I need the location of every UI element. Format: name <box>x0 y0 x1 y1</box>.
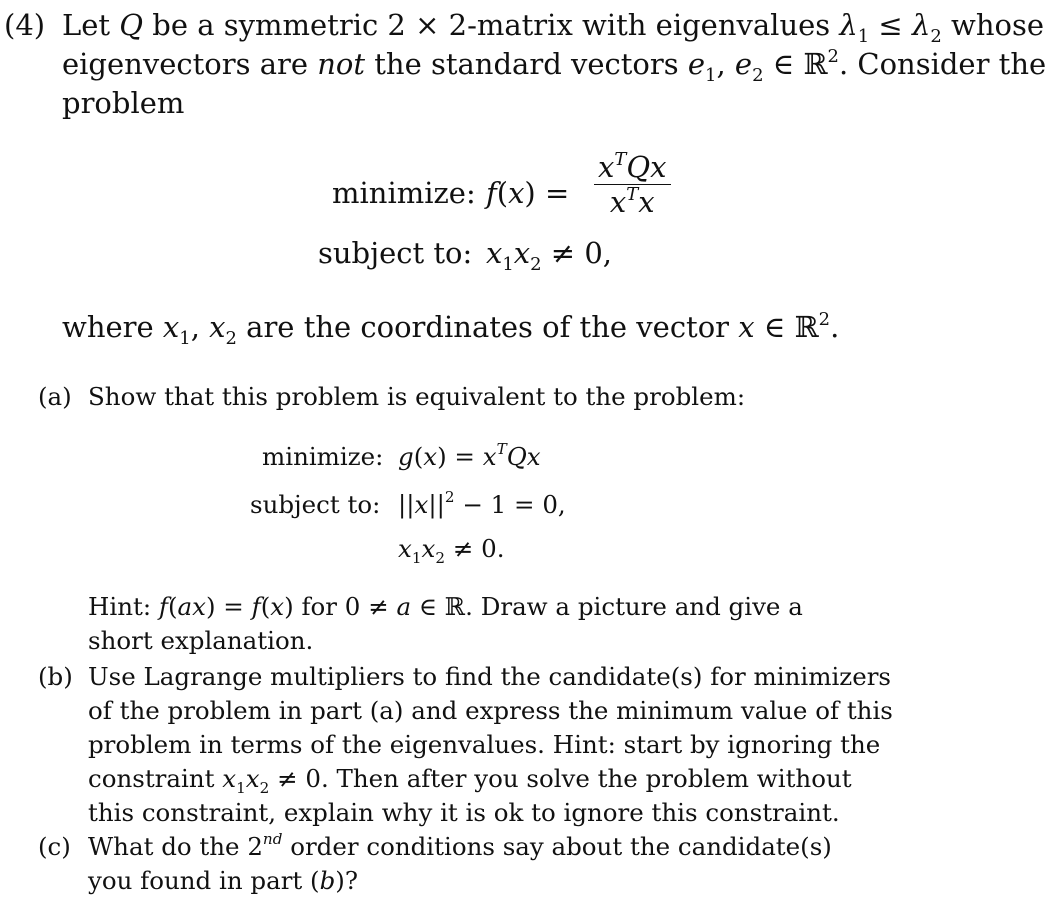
objective-lhs: f(x) = <box>486 176 570 210</box>
part-b-line-1: Use Lagrange multipliers to find the candidate(s) for minimizers <box>88 662 891 691</box>
fraction-denominator: $x^Tx$ <box>594 184 671 219</box>
part-c-line-1: What do the 2nd order conditions say about the candidate(s) <box>88 830 832 861</box>
part-a-objective-label: minimize: <box>262 442 384 471</box>
part-a-label: (a) <box>38 382 72 411</box>
constraint-label: subject to: <box>318 236 473 270</box>
part-b-line-2: of the problem in part (a) and express the minimum value of this <box>88 696 893 725</box>
problem-number: (4) <box>4 8 46 42</box>
intro-line-1: Let Q be a symmetric 2 × 2-matrix with eigenvalues $\lambda_1 \le \lambda_2$ whose <box>62 8 1045 47</box>
part-c-line-2: you found in part (b)? <box>88 866 358 895</box>
where-line: where $x_1$, $x_2$ are the coordinates of the vector x ∈ ℝ$^2$. <box>62 308 840 349</box>
intro-line-3: problem <box>62 86 185 120</box>
part-b-line-5: this constraint, explain why it is ok to ignore this constraint. <box>88 798 840 827</box>
part-a-hint-line-2: short explanation. <box>88 626 314 655</box>
part-a-constraint-label: subject to: <box>250 490 381 519</box>
part-a-text: Show that this problem is equivalent to the problem: <box>88 382 746 411</box>
part-a-objective: $g(x) = x^TQx$ <box>398 440 541 471</box>
part-b-line-3: problem in terms of the eigenvalues. Hint: start by ignoring the <box>88 730 881 759</box>
constraint-expression: $x_1x_2 \ne 0$, <box>486 236 612 275</box>
part-a-hint-line-1: Hint: f(ax) = f(x) for 0 ≠ a ∈ ℝ. Draw a picture and give a <box>88 592 803 621</box>
part-a-constraint-1: $||x||^2 - 1 = 0$, <box>398 488 566 519</box>
objective-label: minimize: <box>332 176 476 210</box>
fraction-numerator: $x^TQx$ <box>598 148 667 184</box>
part-c-label: (c) <box>38 832 71 861</box>
part-a-constraint-2: $x_1x_2 \ne 0$. <box>398 534 505 567</box>
objective-fraction <box>594 150 671 219</box>
part-b-label: (b) <box>38 662 73 691</box>
intro-line-2: eigenvectors are not the standard vectors $e_1$, $e_2$ ∈ ℝ$^2$. Consider the <box>62 45 1047 86</box>
part-b-line-4: constraint $x_1x_2 \ne 0$. Then after you solve the problem without <box>88 764 852 797</box>
